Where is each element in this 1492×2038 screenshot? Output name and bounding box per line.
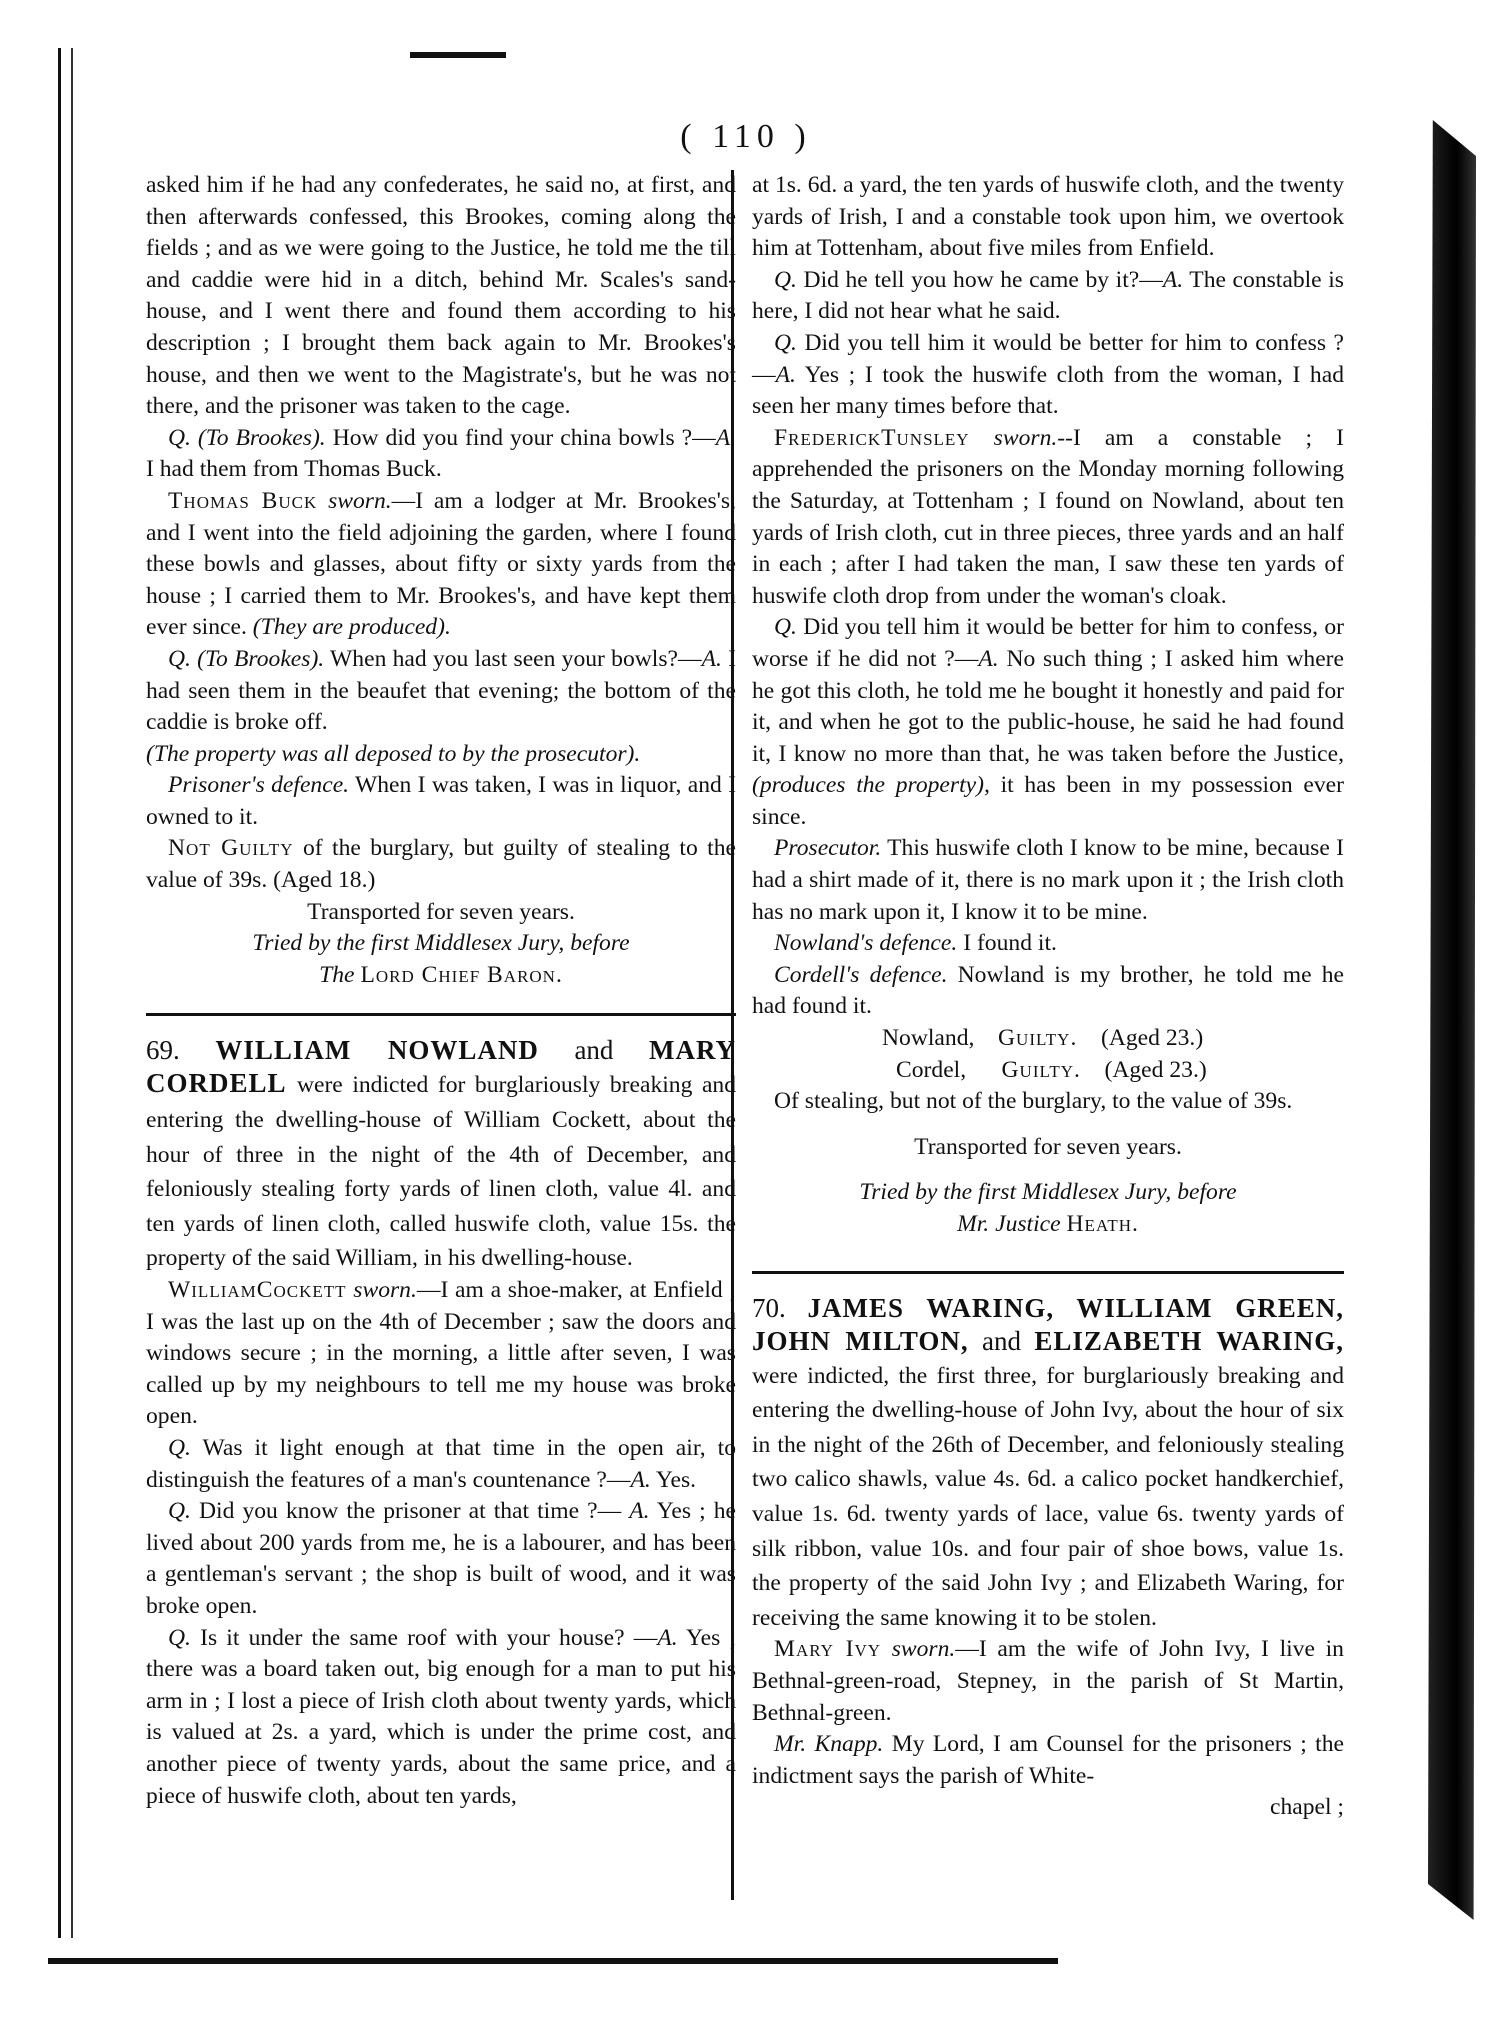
question-text: Did you know the prisoner at that time ?— (199, 1498, 622, 1525)
left-column (146, 170, 736, 1812)
answer-marker: A. (775, 361, 796, 388)
stage-note: (The property was all deposed to by the prosecutor). (146, 740, 641, 767)
paragraph (752, 928, 1344, 960)
paragraph: asked him if he had any confederates, he said no, at first, and then afterwards confessed, this Brookes, coming along the fields ; and as we were going to the Justice, he told me the till and caddie were hid in a ditch, behind Mr. Scales's sand-house, and I went there and found them according to his description ; I brought them back again to Mr. Brookes's house, and then we went to the Magistrate's, but he was not there, and the prisoner was taken to the cage. (146, 172, 736, 420)
jury-line: Tried by the first Middlesex Jury, before (252, 930, 630, 957)
testimony-text: —I am a shoe-maker, at Enfield ; I was the last up on the 4th of December ; saw the doors and windows secure ; in the morning, a little after seven, I was called up by my neighbours to tell me my house was broke open. (146, 1277, 736, 1430)
witness-name: FrederickTunsley (774, 424, 970, 451)
scan-binding-edge (58, 48, 73, 1938)
jury-line: Tried by the first Middlesex Jury, before (859, 1179, 1237, 1206)
sworn-label: sworn. (891, 1636, 956, 1663)
scan-dark-edge (1428, 120, 1476, 1920)
section-rule (752, 1271, 1344, 1274)
question-text: Was it light enough at that time in the open air, to distinguish the features of a man's countenance ?— (146, 1434, 736, 1493)
counsel-text: My Lord, I am Counsel for the prisoners ; the indictment says the parish of White- (752, 1731, 1344, 1789)
verdict-text: of the burglary, but guilty of stealing to the value of 39s. (Aged 18.) (146, 835, 736, 894)
indictment-text: were indicted, the first three, for burglariously breaking and entering the dwelling-house of John Ivy, about the hour of six in the night of the 26th of December, and feloniously stealing two calico shawls, value 4s. 6d. a calico pocket handkerchief, value 1s. 6d. twenty yards of lace, value 6s. twenty yards of silk ribbon, value 10s. and four pair of shoe bows, value 1s. the property of the said John Ivy ; and Elizabeth Waring, for receiving the same knowing it to be stolen. (752, 1362, 1344, 1631)
case-heading (146, 1034, 736, 1275)
sworn-label: sworn. (328, 487, 392, 514)
case-number: 70. (752, 1292, 786, 1323)
page-number: ( 110 ) (680, 118, 812, 155)
sworn-label: sworn. (353, 1277, 417, 1303)
answer-text: Yes ; I took the huswife cloth from the woman, I had seen her many times before that. (752, 361, 1344, 420)
indictment-text: were indicted for burglariously breaking and entering the dwelling-house of William Cockett, about the hour of three in the night of the 4th of December, and feloniously stealing forty yards of linen cloth, value 4l. and ten yards of linen cloth, called huswife cloth, value 15s. the property of the said William, in his dwelling-house. (146, 1072, 737, 1272)
answer-text: I had them from Thomas Buck. (146, 456, 442, 483)
question-text: Did he tell you how he came by it?— (803, 266, 1163, 293)
defendant-names: JAMES WARING, WILLIAM GREEN, JOHN MILTON, (752, 1292, 1344, 1356)
judge-line (146, 960, 736, 992)
paragraph (146, 1623, 736, 1813)
defence-label: Cordell's defence. (774, 961, 948, 988)
judge-prefix: Mr. Justice (957, 1211, 1061, 1237)
answer-text: The constable is here, I did not hear what he said. (752, 266, 1344, 325)
sentence: Transported for seven years. (914, 1133, 1182, 1160)
witness-name: WilliamCockett (168, 1277, 347, 1303)
stage-note: (produces the property), (752, 772, 990, 799)
paragraph (752, 328, 1344, 423)
verdict: Guilty. (998, 1025, 1078, 1052)
answer-text: it has been in my possession ever since. (752, 772, 1344, 830)
answer-marker: A. (629, 1498, 650, 1525)
sworn-label: sworn. (993, 424, 1058, 451)
question-marker: Q. (168, 1498, 191, 1525)
answer-marker: A. (657, 1624, 678, 1651)
answer-text: Yes ; there was a board taken out, big enough for a man to put his arm in ; I lost a piece of Irish cloth about twenty yards, which is valued at 2s. a yard, which is under the prime cost, and another piece of twenty yards, about the same price, and a piece of huswife cloth, about ten yards, (146, 1624, 736, 1809)
paragraph (146, 486, 736, 644)
paragraph: Of stealing, but not of the burglary, to the value of 39s. (774, 1088, 1293, 1115)
prosecutor-label: Prosecutor. (774, 835, 882, 862)
paragraph (146, 770, 736, 833)
paragraph (752, 1729, 1344, 1792)
conjunction: and (981, 1325, 1021, 1356)
case-heading (752, 1292, 1344, 1635)
testimony-text: —I am a lodger at Mr. Brookes's, and I went into the field adjoining the garden, where I found these bowls and glasses, about fifty or sixty yards from the house ; I carried them to Mr. Brookes's, and have kept them ever since. (146, 487, 736, 641)
judge-line (752, 1209, 1344, 1241)
question-marker: Q. (774, 329, 797, 356)
defence-label: Nowland's defence. (774, 930, 958, 957)
counsel-label: Mr. Knapp. (774, 1731, 884, 1758)
judge-prefix: The (319, 961, 355, 988)
case-number: 69. (146, 1035, 180, 1066)
sentence: Transported for seven years. (307, 898, 575, 925)
stage-note: (To Brookes). (197, 645, 325, 672)
verdict-paragraph (146, 833, 736, 896)
paragraph (752, 423, 1344, 613)
question-text: Did you tell him it would be better for him to confess, or worse if he did not ?— (752, 614, 1345, 672)
question-text: Did you tell him it would be better for him to confess ?— (752, 329, 1344, 388)
paragraph (146, 1275, 736, 1433)
question-marker: Q. (168, 1434, 191, 1461)
defence-text: Nowland is my brother, he told me he had found it. (752, 961, 1345, 1020)
question-text: How did you find your china bowls ?— (332, 424, 716, 451)
verdict: Guilty. (1001, 1056, 1081, 1083)
question-marker: Q. (774, 614, 797, 641)
answer-text: No such thing ; I asked him where he got this cloth, he told me he bought it honestly and paid for it, and when he got to the public-house, he said he had found it, I know no more than that, he was taken before the Justice, (752, 645, 1344, 767)
defence-text: When I was taken, I was in liquor, and I owned to it. (146, 772, 736, 830)
paragraph (146, 1496, 736, 1622)
witness-name: Thomas Buck (168, 487, 318, 514)
question-marker: Q. (774, 266, 797, 293)
question-text: When had you last seen your bowls?— (330, 645, 702, 672)
question-marker: Q. (168, 1624, 191, 1651)
answer-marker: A. (978, 645, 999, 672)
right-column (752, 170, 1344, 1824)
conjunction: and (574, 1035, 614, 1066)
answer-marker: A. (630, 1466, 651, 1493)
testimony-text: --I am a constable ; I apprehended the prisoners on the Monday morning following the Saturday, at Tottenham ; I found on Nowland, about ten yards of Irish cloth, cut in three pieces, three yards and an half in each ; after I had taken the man, I saw these ten yards of huswife cloth drop from under the woman's cloak. (752, 424, 1344, 609)
question-marker: Q. (168, 424, 191, 451)
answer-marker: A. (701, 645, 722, 672)
section-rule (146, 1013, 736, 1016)
judge-name: Lord Chief Baron. (360, 961, 563, 988)
question-marker: Q. (168, 645, 191, 672)
answer-text: I had seen them in the beaufet that evening; the bottom of the caddie is broke off. (146, 645, 736, 736)
scan-bottom-edge (48, 1958, 1058, 1964)
witness-name: Mary Ivy (774, 1636, 882, 1663)
paragraph (752, 612, 1344, 833)
defendant-names: WILLIAM NOWLAND (215, 1035, 539, 1066)
stage-note: (They are produced). (252, 614, 451, 641)
prosecutor-text: This huswife cloth I know to be mine, because I had a shirt made of it, there is no mark upon it ; the Irish cloth has no mark upon it, I know it to be mine. (752, 835, 1344, 925)
age: (Aged 23.) (1100, 1025, 1204, 1052)
verdict-line (752, 1023, 1344, 1055)
answer-marker: A. (715, 424, 737, 451)
answer-marker: A. (1162, 266, 1184, 293)
question-text: Is it under the same roof with your house? — (200, 1624, 658, 1651)
paragraph (752, 833, 1344, 928)
defendant-name: Nowland, (882, 1025, 975, 1052)
paragraph (146, 423, 736, 486)
paragraph (752, 960, 1344, 1023)
age: (Aged 23.) (1104, 1056, 1207, 1083)
catchword: chapel ; (1269, 1794, 1344, 1821)
scan-top-mark (410, 52, 506, 58)
answer-text: Yes. (655, 1466, 697, 1493)
verdict-line (752, 1055, 1344, 1087)
paragraph (752, 265, 1344, 328)
judge-name: Heath. (1066, 1211, 1139, 1237)
defence-label: Prisoner's defence. (168, 772, 350, 799)
stage-note: (To Brookes). (197, 424, 326, 451)
paragraph (752, 1634, 1344, 1729)
defendant-names: MARY CORDELL (146, 1035, 737, 1099)
defendant-name: Cordel, (896, 1056, 967, 1083)
paragraph (146, 644, 736, 739)
defendant-names: ELIZABETH WARING, (1034, 1325, 1344, 1356)
testimony-text: —I am the wife of John Ivy, I live in Bethnal-green-road, Stepney, in the parish of St Martin, Bethnal-green. (752, 1636, 1344, 1726)
verdict: Not Guilty (168, 835, 294, 862)
answer-text: Yes ; he lived about 200 yards from me, he is a labourer, and has been a gentleman's servant ; the shop is built of wood, and it was broke open. (146, 1498, 737, 1619)
paragraph: at 1s. 6d. a yard, the ten yards of huswife cloth, and the twenty yards of Irish, I and a constable took upon him, we overtook him at Tottenham, about five miles from Enfield. (752, 172, 1344, 262)
paragraph (146, 1433, 736, 1496)
defence-text: I found it. (963, 930, 1057, 957)
